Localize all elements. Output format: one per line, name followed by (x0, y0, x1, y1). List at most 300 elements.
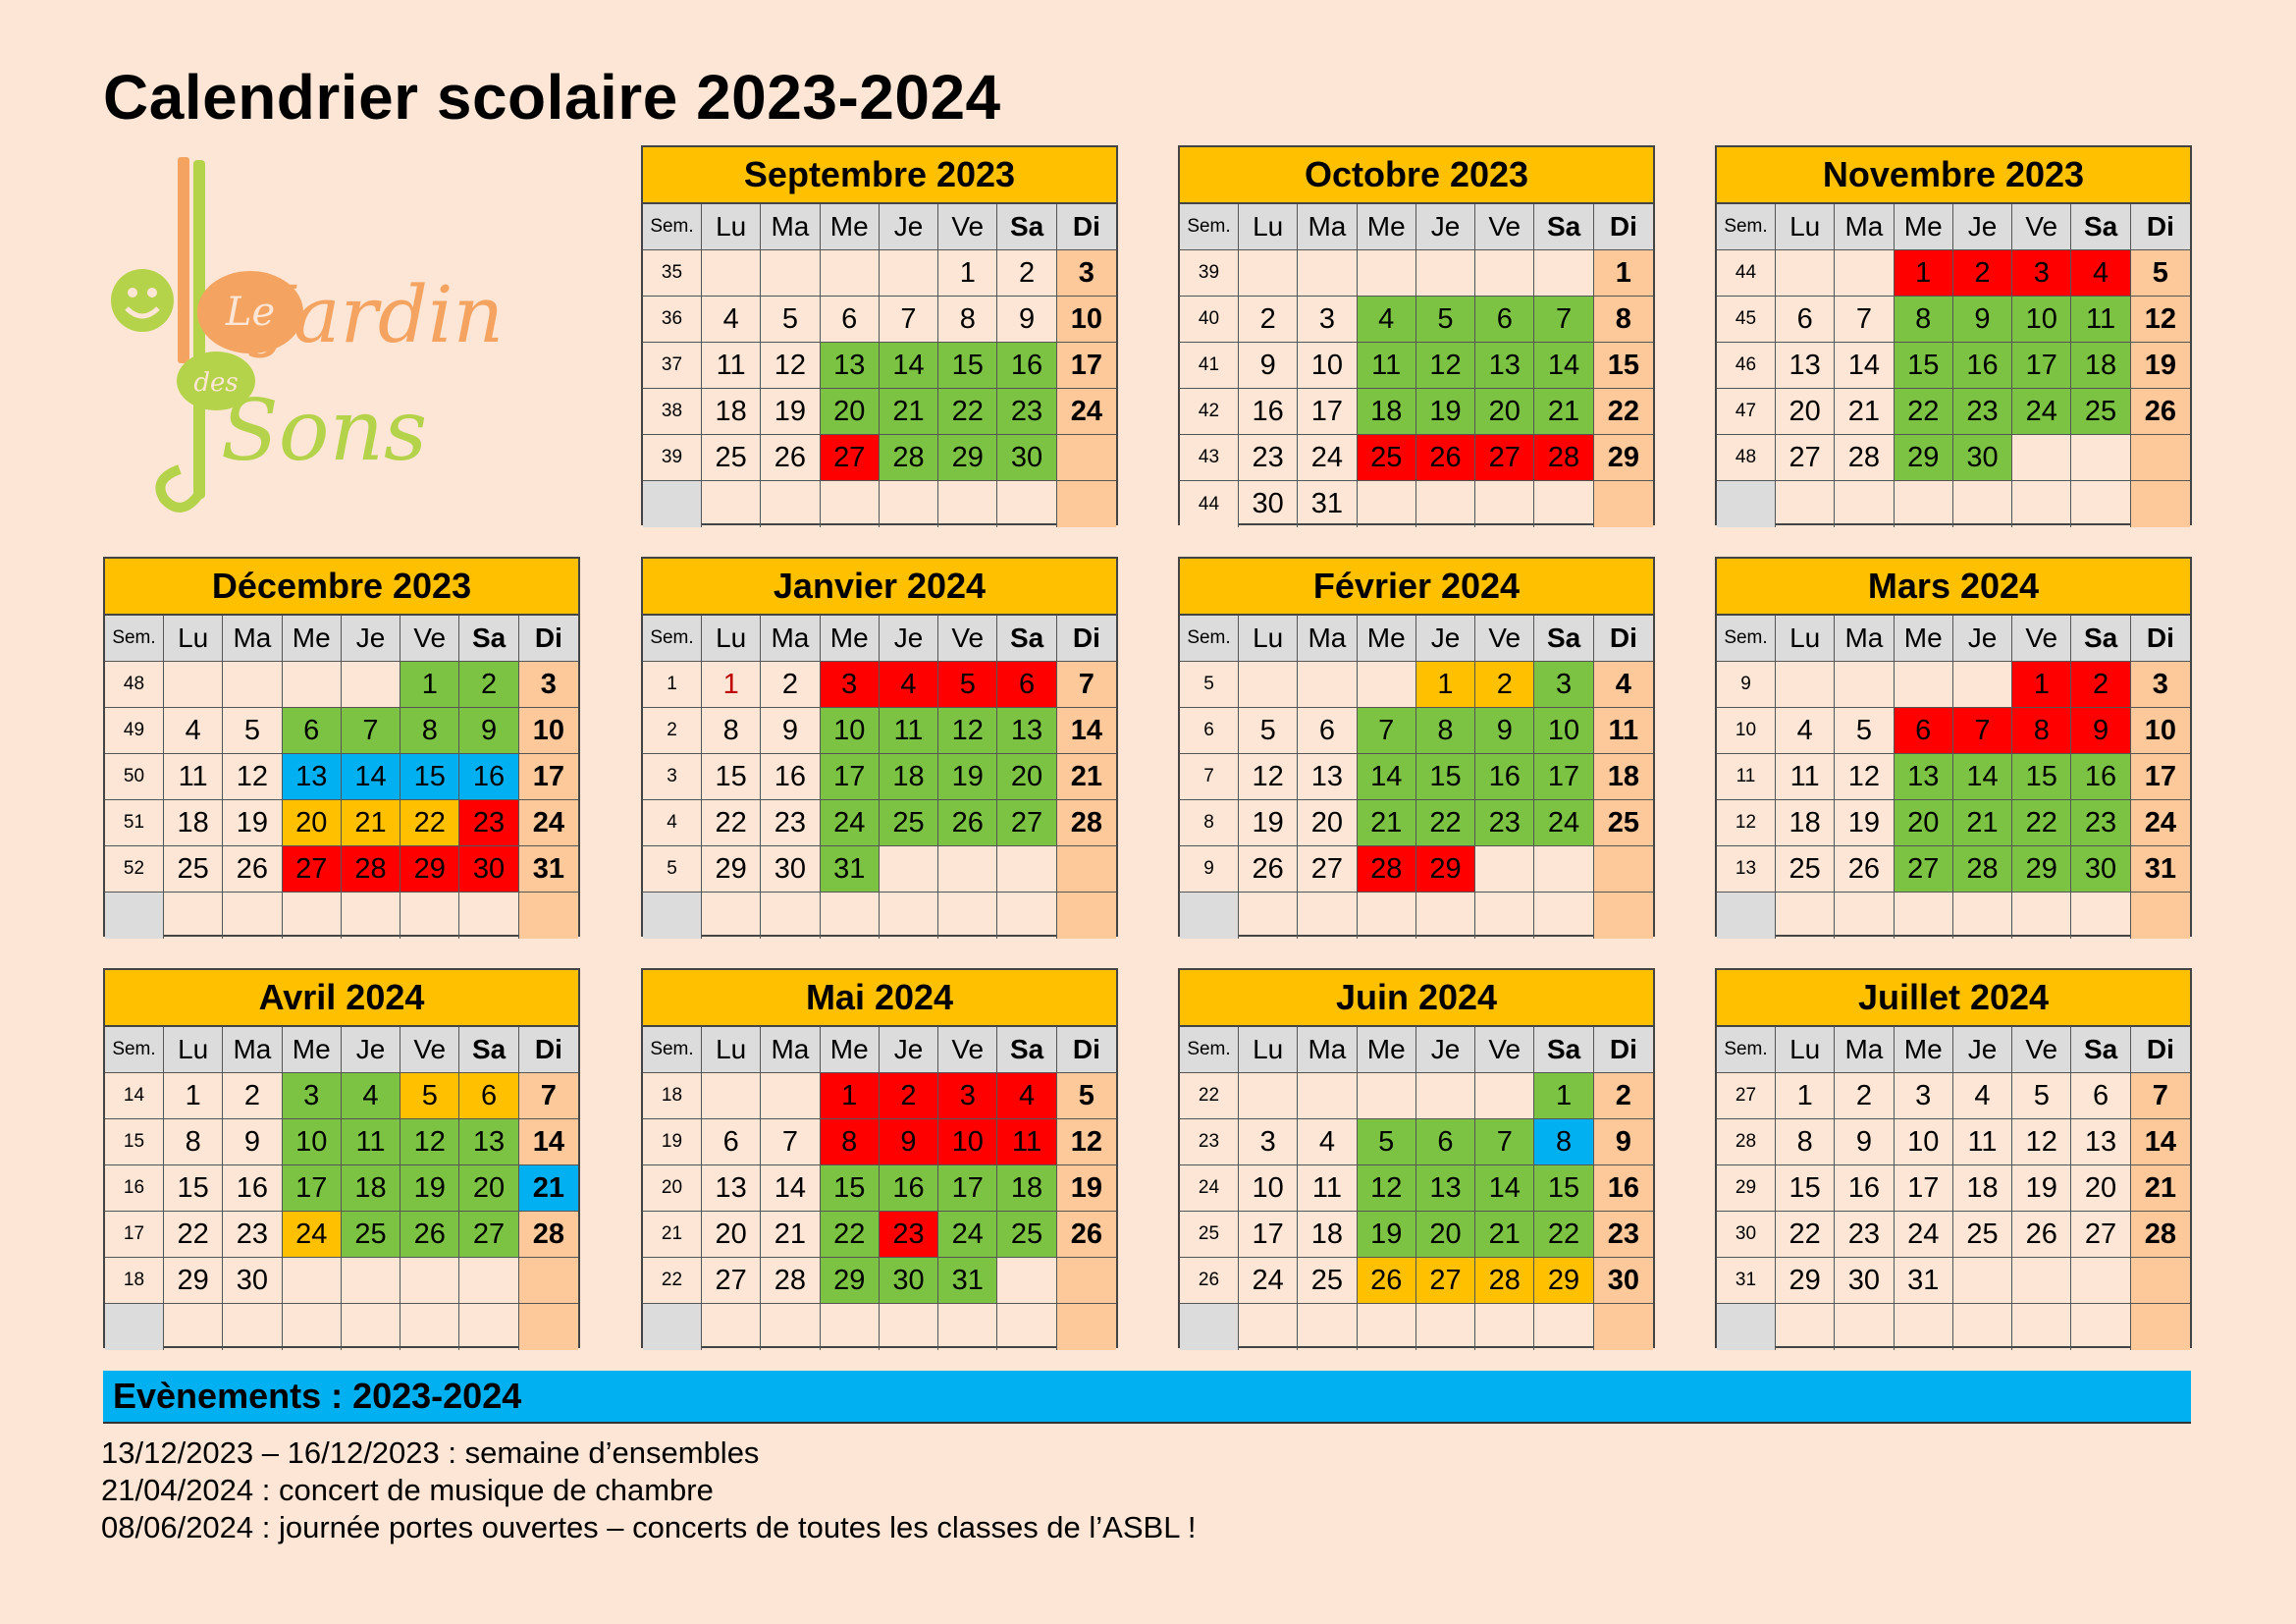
day-cell: 22 (400, 800, 459, 846)
day-cell: 28 (761, 1258, 820, 1304)
day-cell: 21 (1475, 1212, 1534, 1258)
week-number (1717, 893, 1776, 939)
day-cell: 3 (1239, 1119, 1298, 1165)
day-cell: 24 (2131, 800, 2190, 846)
day-cell (1835, 250, 1894, 297)
day-cell (459, 893, 518, 939)
day-cell: 12 (1835, 754, 1894, 800)
day-cell: 10 (1298, 343, 1357, 389)
day-cell: 7 (2131, 1073, 2190, 1119)
day-cell: 30 (1835, 1258, 1894, 1304)
day-cell: 29 (821, 1258, 880, 1304)
weekday-header: Je (1416, 616, 1475, 662)
week-number: 17 (105, 1212, 164, 1258)
day-cell: 3 (283, 1073, 342, 1119)
month-calendar (103, 968, 580, 1348)
weekday-header: Di (2131, 1027, 2190, 1073)
day-cell (1057, 481, 1116, 527)
week-number: 30 (1717, 1212, 1776, 1258)
day-cell: 29 (1895, 435, 1953, 481)
day-cell: 17 (283, 1165, 342, 1212)
day-cell (400, 893, 459, 939)
week-number (1717, 1304, 1776, 1350)
day-cell (702, 893, 761, 939)
day-cell: 26 (2012, 1212, 2071, 1258)
week-number: 16 (105, 1165, 164, 1212)
day-cell: 13 (1416, 1165, 1475, 1212)
day-cell: 23 (1835, 1212, 1894, 1258)
weekday-header: Ve (1475, 616, 1534, 662)
day-cell (1298, 250, 1357, 297)
day-cell (2012, 1258, 2071, 1304)
day-cell: 4 (880, 662, 938, 708)
week-number (1180, 1304, 1239, 1350)
weekday-header: Lu (1239, 1027, 1298, 1073)
day-cell: 16 (1835, 1165, 1894, 1212)
day-cell: 24 (283, 1212, 342, 1258)
day-cell (2012, 481, 2071, 527)
day-cell (997, 893, 1056, 939)
day-cell: 12 (1416, 343, 1475, 389)
day-cell: 26 (400, 1212, 459, 1258)
day-cell: 24 (1239, 1258, 1298, 1304)
day-cell: 23 (1239, 435, 1298, 481)
day-cell: 1 (702, 662, 761, 708)
day-cell: 12 (1057, 1119, 1116, 1165)
day-cell: 1 (821, 1073, 880, 1119)
day-cell: 21 (519, 1165, 578, 1212)
day-cell (1594, 893, 1653, 939)
week-number: 27 (1717, 1073, 1776, 1119)
day-cell (1057, 846, 1116, 893)
day-cell: 2 (880, 1073, 938, 1119)
day-cell: 10 (283, 1119, 342, 1165)
day-cell: 20 (1475, 389, 1534, 435)
day-cell (223, 662, 282, 708)
month-calendar (1715, 557, 2192, 937)
day-cell: 3 (1895, 1073, 1953, 1119)
day-cell (1895, 893, 1953, 939)
day-cell (1953, 662, 2012, 708)
day-cell: 17 (519, 754, 578, 800)
day-cell: 23 (459, 800, 518, 846)
day-cell: 21 (761, 1212, 820, 1258)
weekday-header: Ma (1298, 204, 1357, 250)
weekday-header: Je (880, 204, 938, 250)
day-cell: 21 (1057, 754, 1116, 800)
month-title: Mai 2024 (643, 970, 1116, 1027)
day-cell: 16 (761, 754, 820, 800)
day-cell: 12 (2131, 297, 2190, 343)
day-cell (2131, 435, 2190, 481)
day-cell: 28 (1475, 1258, 1534, 1304)
day-cell (1358, 250, 1416, 297)
day-cell: 24 (1057, 389, 1116, 435)
day-cell: 19 (938, 754, 997, 800)
week-number: 37 (643, 343, 702, 389)
week-number: 52 (105, 846, 164, 893)
day-cell: 17 (2012, 343, 2071, 389)
day-cell: 17 (1895, 1165, 1953, 1212)
day-cell: 19 (1835, 800, 1894, 846)
day-cell (761, 1073, 820, 1119)
day-cell: 26 (2131, 389, 2190, 435)
week-number: 47 (1717, 389, 1776, 435)
day-cell (1534, 481, 1593, 527)
day-cell: 21 (1534, 389, 1593, 435)
day-cell: 2 (223, 1073, 282, 1119)
day-cell: 8 (1534, 1119, 1593, 1165)
day-cell (1358, 1073, 1416, 1119)
day-cell: 4 (342, 1073, 400, 1119)
day-cell: 5 (1416, 297, 1475, 343)
logo-text-des: des (193, 368, 239, 398)
day-cell: 22 (1534, 1212, 1593, 1258)
day-cell: 18 (1298, 1212, 1357, 1258)
day-cell: 6 (1298, 708, 1357, 754)
day-cell: 25 (997, 1212, 1056, 1258)
day-cell (938, 481, 997, 527)
day-cell (283, 662, 342, 708)
month-title: Avril 2024 (105, 970, 578, 1027)
day-cell: 16 (223, 1165, 282, 1212)
day-cell (1594, 846, 1653, 893)
weekday-header: Ma (1298, 616, 1357, 662)
day-cell: 16 (997, 343, 1056, 389)
day-cell (223, 1304, 282, 1350)
day-cell: 15 (1776, 1165, 1835, 1212)
day-cell: 24 (938, 1212, 997, 1258)
day-cell: 4 (2071, 250, 2130, 297)
day-cell: 9 (2071, 708, 2130, 754)
week-number: 45 (1717, 297, 1776, 343)
day-cell: 2 (459, 662, 518, 708)
day-cell (997, 846, 1056, 893)
week-number (1717, 481, 1776, 527)
day-cell: 7 (880, 297, 938, 343)
day-cell (1416, 1073, 1475, 1119)
weekday-header: Di (1057, 204, 1116, 250)
weekday-header: Sa (1534, 1027, 1593, 1073)
day-cell: 31 (821, 846, 880, 893)
day-cell: 29 (400, 846, 459, 893)
weekday-header: Je (1953, 204, 2012, 250)
day-cell: 14 (1057, 708, 1116, 754)
weekday-header: Ve (2012, 616, 2071, 662)
day-cell: 30 (223, 1258, 282, 1304)
day-cell: 18 (2071, 343, 2130, 389)
day-cell (1953, 893, 2012, 939)
day-cell (1534, 1304, 1593, 1350)
month-calendar (1178, 968, 1655, 1348)
day-cell: 27 (1416, 1258, 1475, 1304)
day-cell: 19 (1416, 389, 1475, 435)
day-cell: 1 (1416, 662, 1475, 708)
day-cell: 22 (1895, 389, 1953, 435)
weekday-header: Je (342, 1027, 400, 1073)
day-cell: 3 (821, 662, 880, 708)
day-cell: 19 (223, 800, 282, 846)
day-cell: 5 (1057, 1073, 1116, 1119)
day-cell: 26 (761, 435, 820, 481)
week-number: 14 (105, 1073, 164, 1119)
day-cell: 10 (1239, 1165, 1298, 1212)
weekday-header: Ma (223, 616, 282, 662)
day-cell (702, 1073, 761, 1119)
weekday-header: Je (342, 616, 400, 662)
day-cell: 23 (1594, 1212, 1653, 1258)
weekday-header: Sa (1534, 616, 1593, 662)
day-cell (1776, 481, 1835, 527)
day-cell: 2 (761, 662, 820, 708)
day-cell: 10 (938, 1119, 997, 1165)
day-cell (164, 1304, 223, 1350)
day-cell: 23 (997, 389, 1056, 435)
week-number: 46 (1717, 343, 1776, 389)
weekday-header: Ma (223, 1027, 282, 1073)
day-cell: 9 (459, 708, 518, 754)
day-cell (2131, 481, 2190, 527)
day-cell: 9 (761, 708, 820, 754)
week-column-header: Sem. (105, 616, 164, 662)
day-cell (1239, 1073, 1298, 1119)
day-cell (400, 1304, 459, 1350)
day-cell: 16 (459, 754, 518, 800)
day-cell (459, 1304, 518, 1350)
day-cell: 20 (1416, 1212, 1475, 1258)
day-cell: 27 (1298, 846, 1357, 893)
day-cell (1895, 481, 1953, 527)
day-cell: 17 (1298, 389, 1357, 435)
day-cell: 11 (342, 1119, 400, 1165)
day-cell: 5 (938, 662, 997, 708)
day-cell: 30 (1594, 1258, 1653, 1304)
day-cell: 14 (1475, 1165, 1534, 1212)
day-cell: 27 (283, 846, 342, 893)
week-number: 48 (105, 662, 164, 708)
month-title: Décembre 2023 (105, 559, 578, 616)
day-cell: 14 (1358, 754, 1416, 800)
month-title: Juin 2024 (1180, 970, 1653, 1027)
day-cell: 12 (400, 1119, 459, 1165)
day-cell: 11 (2071, 297, 2130, 343)
day-cell (1475, 846, 1534, 893)
day-cell: 5 (400, 1073, 459, 1119)
day-cell: 11 (164, 754, 223, 800)
weekday-header: Sa (997, 1027, 1056, 1073)
day-cell (1475, 481, 1534, 527)
day-cell: 20 (1895, 800, 1953, 846)
day-cell: 10 (519, 708, 578, 754)
week-number: 48 (1717, 435, 1776, 481)
day-cell: 8 (1594, 297, 1653, 343)
day-cell (880, 893, 938, 939)
day-cell (1953, 1304, 2012, 1350)
day-cell: 20 (997, 754, 1056, 800)
week-number: 38 (643, 389, 702, 435)
weekday-header: Me (1358, 1027, 1416, 1073)
day-cell: 18 (880, 754, 938, 800)
day-cell: 3 (2131, 662, 2190, 708)
day-cell: 16 (1594, 1165, 1653, 1212)
day-cell: 23 (880, 1212, 938, 1258)
day-cell: 24 (1298, 435, 1357, 481)
day-cell (164, 893, 223, 939)
weekday-header: Di (1594, 616, 1653, 662)
day-cell: 8 (702, 708, 761, 754)
day-cell: 29 (2012, 846, 2071, 893)
day-cell: 15 (1594, 343, 1653, 389)
day-cell (1534, 893, 1593, 939)
day-cell (1416, 893, 1475, 939)
month-title: Septembre 2023 (643, 147, 1116, 204)
day-cell: 26 (1358, 1258, 1416, 1304)
day-cell (821, 893, 880, 939)
day-cell: 13 (2071, 1119, 2130, 1165)
logo-text-sons: Sons (220, 382, 428, 480)
day-cell (1475, 250, 1534, 297)
weekday-header: Di (1594, 1027, 1653, 1073)
weekday-header: Lu (164, 616, 223, 662)
day-cell (1835, 893, 1894, 939)
day-cell: 25 (1594, 800, 1653, 846)
day-cell: 18 (1776, 800, 1835, 846)
month-calendar (1178, 145, 1655, 525)
day-cell: 16 (1239, 389, 1298, 435)
day-cell (164, 662, 223, 708)
weekday-header: Ma (1835, 204, 1894, 250)
day-cell (2071, 893, 2130, 939)
day-cell: 6 (702, 1119, 761, 1165)
day-cell: 11 (1953, 1119, 2012, 1165)
day-cell: 10 (1057, 297, 1116, 343)
day-cell (938, 1304, 997, 1350)
day-cell: 28 (1953, 846, 2012, 893)
day-cell: 3 (1298, 297, 1357, 343)
day-cell: 24 (1895, 1212, 1953, 1258)
month-calendar (103, 557, 580, 937)
weekday-header: Lu (702, 616, 761, 662)
day-cell: 13 (283, 754, 342, 800)
day-cell: 4 (1298, 1119, 1357, 1165)
day-cell: 3 (938, 1073, 997, 1119)
day-cell: 18 (342, 1165, 400, 1212)
events-list (101, 1435, 1197, 1546)
day-cell (342, 1258, 400, 1304)
day-cell (880, 481, 938, 527)
weekday-header: Me (1358, 616, 1416, 662)
day-cell (880, 250, 938, 297)
day-cell: 4 (702, 297, 761, 343)
day-cell: 6 (1475, 297, 1534, 343)
day-cell: 3 (1057, 250, 1116, 297)
day-cell: 3 (1534, 662, 1593, 708)
day-cell: 27 (1895, 846, 1953, 893)
week-column-header: Sem. (105, 1027, 164, 1073)
day-cell: 8 (1416, 708, 1475, 754)
day-cell: 14 (1534, 343, 1593, 389)
weekday-header: Ma (761, 1027, 820, 1073)
day-cell: 29 (938, 435, 997, 481)
day-cell: 21 (1835, 389, 1894, 435)
day-cell (880, 1304, 938, 1350)
day-cell: 16 (880, 1165, 938, 1212)
weekday-header: Ve (400, 616, 459, 662)
day-cell: 13 (997, 708, 1056, 754)
day-cell: 24 (821, 800, 880, 846)
day-cell: 25 (342, 1212, 400, 1258)
day-cell: 7 (1534, 297, 1593, 343)
weekday-header: Me (283, 616, 342, 662)
weekday-header: Di (519, 1027, 578, 1073)
month-title: Février 2024 (1180, 559, 1653, 616)
week-number: 28 (1717, 1119, 1776, 1165)
week-number: 12 (1717, 800, 1776, 846)
day-cell (1239, 250, 1298, 297)
weekday-header: Ve (2012, 1027, 2071, 1073)
month-calendar (641, 968, 1118, 1348)
day-cell (2071, 1304, 2130, 1350)
weekday-header: Sa (459, 1027, 518, 1073)
day-cell (1534, 846, 1593, 893)
week-number: 13 (1717, 846, 1776, 893)
weekday-header: Sa (1534, 204, 1593, 250)
weekday-header: Je (880, 616, 938, 662)
weekday-header: Je (1416, 204, 1475, 250)
day-cell: 27 (2071, 1212, 2130, 1258)
day-cell: 12 (223, 754, 282, 800)
day-cell: 9 (1953, 297, 2012, 343)
weekday-header: Di (1057, 1027, 1116, 1073)
day-cell (997, 481, 1056, 527)
day-cell: 2 (1835, 1073, 1894, 1119)
day-cell: 16 (1475, 754, 1534, 800)
day-cell (1776, 662, 1835, 708)
day-cell: 7 (1057, 662, 1116, 708)
week-number: 44 (1717, 250, 1776, 297)
day-cell: 22 (1416, 800, 1475, 846)
day-cell: 5 (1835, 708, 1894, 754)
day-cell: 27 (821, 435, 880, 481)
day-cell: 2 (1475, 662, 1534, 708)
day-cell (519, 1258, 578, 1304)
week-number: 39 (643, 435, 702, 481)
week-number: 5 (643, 846, 702, 893)
day-cell (1057, 1304, 1116, 1350)
day-cell (1416, 1304, 1475, 1350)
weekday-header: Ma (1298, 1027, 1357, 1073)
day-cell: 28 (1057, 800, 1116, 846)
day-cell: 23 (761, 800, 820, 846)
day-cell (1057, 435, 1116, 481)
day-cell: 31 (938, 1258, 997, 1304)
day-cell: 2 (2071, 662, 2130, 708)
day-cell (1298, 1304, 1357, 1350)
week-column-header: Sem. (643, 204, 702, 250)
day-cell (938, 846, 997, 893)
day-cell (702, 481, 761, 527)
day-cell: 6 (283, 708, 342, 754)
week-number: 49 (105, 708, 164, 754)
day-cell (459, 1258, 518, 1304)
day-cell: 16 (2071, 754, 2130, 800)
day-cell: 29 (1416, 846, 1475, 893)
day-cell (283, 1304, 342, 1350)
weekday-header: Sa (2071, 1027, 2130, 1073)
day-cell: 22 (938, 389, 997, 435)
day-cell (2071, 435, 2130, 481)
day-cell (1594, 1304, 1653, 1350)
